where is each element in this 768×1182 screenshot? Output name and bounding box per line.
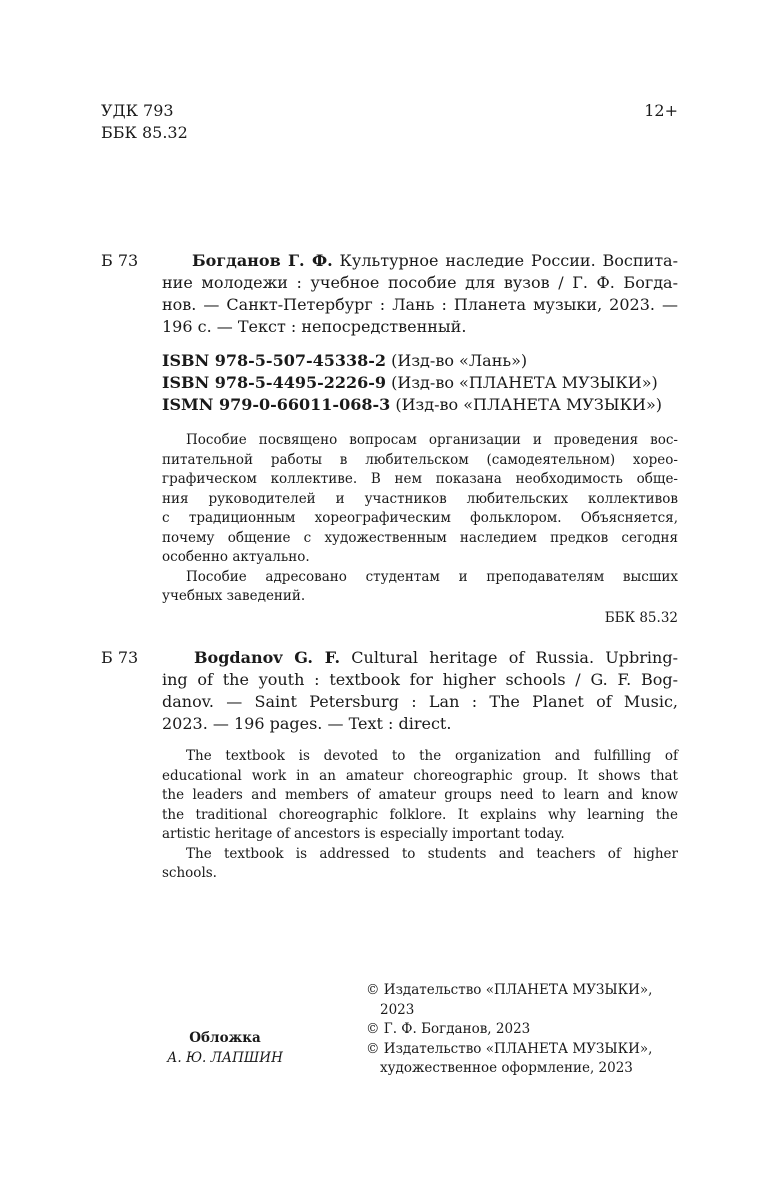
abstract-line: особенно актуально. [162,549,310,565]
abstract-line: с традиционным хореографическим фольклором. Объясняется, [162,510,678,526]
english-bibliographic-entry [162,647,678,735]
abstract-line: Пособие посвящено вопросам организации и проведения вос- [186,432,678,448]
english-entry-first-line [194,647,678,669]
abstract-line: почему общение с художественным наследием предков сегодня [162,529,678,546]
copyright-line: © Издательство «ПЛАНЕТА МУЗЫКИ», [366,1040,653,1057]
copyright-line: © Г. Ф. Богданов, 2023 [366,1021,531,1037]
bbk-code: ББК 85.32 [101,123,188,142]
english-entry-line: ing of the youth : textbook for higher schools / G. F. Bog- [162,670,678,689]
russian-entry-line: нов. — Санкт-Петербург : Лань : Планета музыки, 2023. — [162,295,678,314]
abstract-line: the traditional choreographic folklore. It explains why learning the [162,806,678,823]
abstract-line: The textbook is devoted to the organization and fulfilling of [186,748,678,764]
abstract-line: ния руководителей и участников любительских коллективов [162,490,678,507]
russian-abstract [162,431,678,607]
russian-entry-first-line [192,250,678,272]
isbn-number: ISBN 978-5-4495-2226-9 [162,373,387,392]
russian-title-start: Культурное наследие России. Воспита- [332,251,679,270]
russian-entry-line: 196 с. — Текст : непосредственный. [162,317,467,336]
isbn-number: ISBN 978-5-507-45338-2 [162,351,387,370]
isbn-publisher: (Изд-во «ПЛАНЕТА МУЗЫКИ») [386,373,658,392]
isbn-block [162,350,662,416]
age-rating: 12+ [644,101,678,120]
copyright-block [366,981,652,1079]
audience-line: учебных заведений. [162,588,306,604]
audience-line: The textbook is addressed to students and teachers of higher [186,845,678,862]
russian-entry-line: ние молодежи : учебное пособие для вузов / Г. Ф. Богда- [162,273,678,292]
abstract-line: educational work in an amateur choreographic group. It shows that [162,767,678,784]
copyright-line: © Издательство «ПЛАНЕТА МУЗЫКИ», [366,982,653,998]
russian-entry-code: Б 73 [101,251,139,270]
cover-label: Обложка [189,1030,261,1046]
ismn-number: ISMN 979-0-66011-068-3 [162,395,391,414]
russian-bibliographic-entry [162,250,678,338]
copyright-line: художественное оформление, 2023 [380,1060,633,1076]
isbn-line [162,372,662,394]
english-abstract [162,747,678,884]
russian-author: Богданов Г. Ф. [192,251,333,270]
abstract-line: artistic heritage of ancestors is especially important today. [162,826,565,842]
english-entry-line: 2023. — 196 pages. — Text : direct. [162,714,452,733]
abstract-line: графическом коллективе. В нем показана необходимость обще- [162,471,678,487]
english-title-start: Cultural heritage of Russia. Upbring- [340,648,678,667]
bbk-footer: ББК 85.32 [604,610,678,626]
audience-line: schools. [162,865,217,881]
english-entry-code: Б 73 [101,648,139,667]
english-entry-line: danov. — Saint Petersburg : Lan : The Planet of Music, [162,692,678,711]
isbn-publisher: (Изд-во «Лань») [386,351,528,370]
classification-block [101,100,188,144]
ismn-publisher: (Изд-во «ПЛАНЕТА МУЗЫКИ») [390,395,662,414]
english-author: Bogdanov G. F. [194,648,341,667]
cover-credit [150,1029,300,1068]
abstract-line: the leaders and members of amateur groups need to learn and know [162,787,678,803]
ismn-line [162,394,662,416]
audience-line: Пособие адресовано студентам и преподавателям высших [186,568,678,585]
udk-code: УДК 793 [101,101,174,120]
abstract-line: питательной работы в любительском (самодеятельном) хорео- [162,451,678,468]
cover-artist: А. Ю. ЛАПШИН [167,1049,283,1066]
isbn-line [162,350,662,372]
copyright-line: 2023 [380,1001,415,1018]
